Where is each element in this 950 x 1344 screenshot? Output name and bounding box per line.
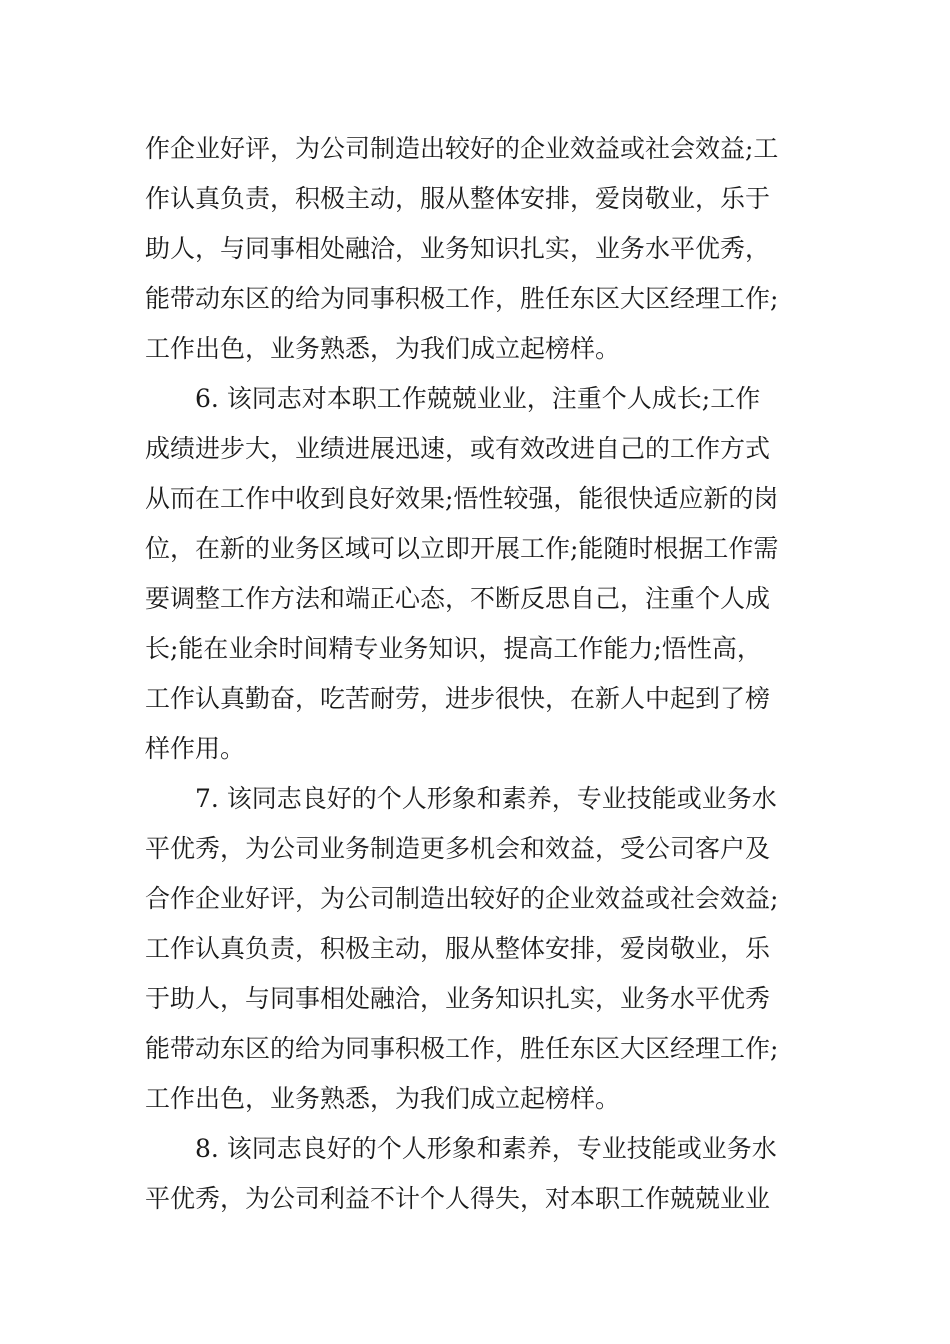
- text-line: 平优秀，为公司利益不计个人得失，对本职工作兢兢业业: [145, 1184, 771, 1213]
- text-line: 6. 该同志对本职工作兢兢业业，注重个人成长;工作: [195, 384, 761, 413]
- text-line: 从而在工作中收到良好效果;悟性较强，能很快适应新的岗: [145, 484, 779, 513]
- text-line: 作企业好评，为公司制造出较好的企业效益或社会效益;工: [145, 134, 779, 163]
- text-line: 成绩进步大，业绩进展迅速，或有效改进自己的工作方式: [145, 434, 771, 463]
- text-line: 平优秀，为公司业务制造更多机会和效益，受公司客户及: [145, 834, 771, 863]
- text-line: 能带动东区的给为同事积极工作，胜任东区大区经理工作;: [145, 284, 779, 313]
- paragraph-item-8: [145, 1124, 810, 1224]
- text-line: 工作认真勤奋，吃苦耐劳，进步很快，在新人中起到了榜: [145, 684, 771, 713]
- text-line: 工作出色，业务熟悉，为我们成立起榜样。: [145, 334, 621, 363]
- text-line: 7. 该同志良好的个人形象和素养，专业技能或业务水: [195, 784, 777, 813]
- text-line: 工作出色，业务熟悉，为我们成立起榜样。: [145, 1084, 621, 1113]
- text-line: 能带动东区的给为同事积极工作，胜任东区大区经理工作;: [145, 1034, 779, 1063]
- text-line: 要调整工作方法和端正心态，不断反思自己，注重个人成: [145, 584, 771, 613]
- text-line: 助人，与同事相处融洽，业务知识扎实，业务水平优秀，: [145, 234, 771, 263]
- text-line: 位，在新的业务区域可以立即开展工作;能随时根据工作需: [145, 534, 779, 563]
- text-line: 于助人，与同事相处融洽，业务知识扎实，业务水平优秀: [145, 984, 771, 1013]
- paragraph-item-6: [145, 374, 810, 774]
- text-line: 长;能在业余时间精专业务知识，提高工作能力;悟性高，: [145, 634, 762, 663]
- document-body: [145, 124, 810, 1224]
- paragraph-item-7: [145, 774, 810, 1124]
- text-line: 工作认真负责，积极主动，服从整体安排，爱岗敬业，乐: [145, 934, 771, 963]
- text-line: 作认真负责，积极主动，服从整体安排，爱岗敬业，乐于: [145, 184, 771, 213]
- paragraph-continuation: [145, 124, 810, 374]
- text-line: 样作用。: [145, 734, 246, 763]
- text-line: 合作企业好评，为公司制造出较好的企业效益或社会效益;: [145, 884, 779, 913]
- text-line: 8. 该同志良好的个人形象和素养，专业技能或业务水: [195, 1134, 777, 1163]
